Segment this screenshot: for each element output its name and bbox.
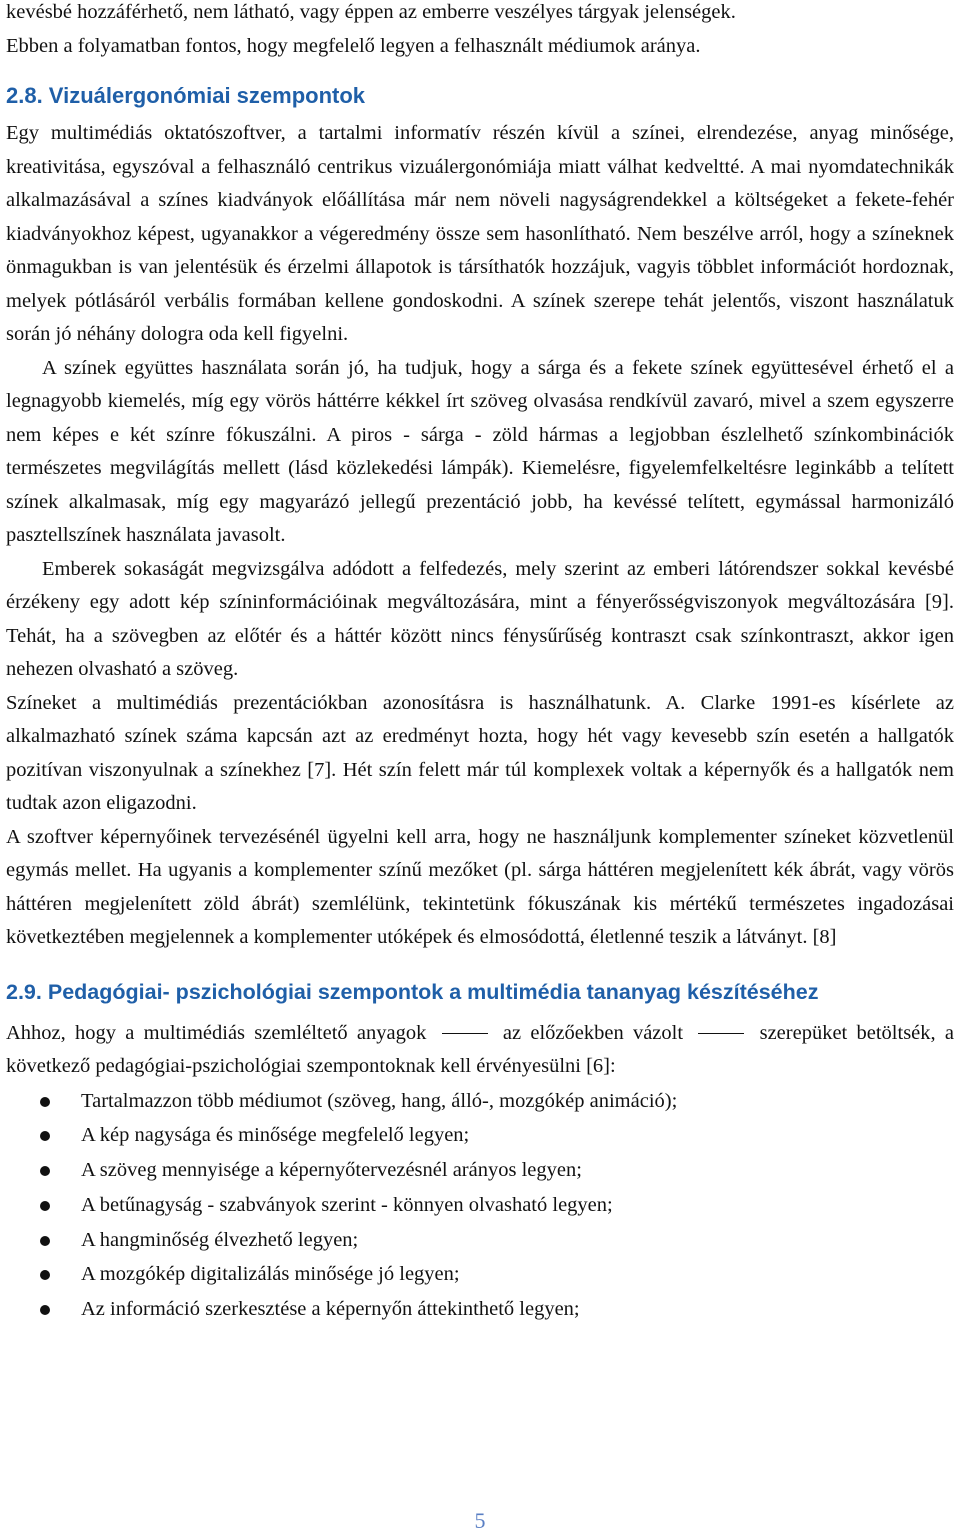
em-dash [442, 1033, 488, 1034]
section-heading-2-8: 2.8. Vizuálergonómiai szempontok [6, 83, 366, 108]
list-item: A betűnagyság - szabványok szerint - könnyen olvasható legyen; [6, 1188, 954, 1223]
bullet-icon [40, 1270, 50, 1280]
intro-middle: az előzőekben vázolt [502, 1021, 684, 1044]
em-dash [698, 1033, 744, 1034]
list-item: A hangminőség élvezhető legyen; [6, 1223, 954, 1258]
criteria-list [6, 1084, 954, 1328]
bullet-icon [40, 1201, 50, 1211]
list-item: A mozgókép digitalizálás minősége jó legyen; [6, 1257, 954, 1292]
bullet-icon [40, 1236, 50, 1246]
paragraph-3: Emberek sokaságát megvizsgálva adódott a felfedezés, mely szerint az emberi látórendszer sokkal kevésbé érzékeny egy adott kép színinformációinak megváltozására, mint a fényerősségviszonyok megváltozására [9]. Tehát, ha a szövegben az előtér és a háttér között nincs fénysűrűség kontraszt csak színkontraszt, akkor igen nehezen olvasható a szöveg. [6, 557, 954, 680]
intro-after: szerepüket betöltsék, a következő pedagógiai-pszichológiai szempontoknak kell érvényesülni [6]: [6, 1021, 955, 1077]
bullet-icon [40, 1131, 50, 1141]
paragraph-2: A színek együttes használata során jó, ha tudjuk, hogy a sárga és a fekete színek együttesével érhető el a legnagyobb kiemelés, míg egy vörös háttérre kékkel írt szöveg olvasása rendkívül zavaró, mivel a szem egyszerre nem képes e két színre fókuszálni. A piros - sárga - zöld hármas a legjobban észlelhető színkombinációk természetes megvilágítás mellett (lásd közlekedési lámpák). Kiemelésre, figyelemfelkeltésre leginkább a telített színek alkalmasak, míg egy magyarázó jellegű prezentáció jobb, ha kevéssé telített, egymással harmonizáló pasztellszínek használata javasolt. [6, 356, 954, 546]
section-number: 2.9. [6, 979, 42, 1004]
section-title: Pedagógiai- pszichológiai szempontok a multimédia tananyag készítéséhez [47, 979, 819, 1004]
page-number: 5 [474, 1508, 486, 1533]
bullet-icon [40, 1097, 50, 1107]
list-item: A szöveg mennyisége a képernyőtervezésnél arányos legyen; [6, 1153, 954, 1188]
document-page [6, 0, 954, 1327]
intro-line-2: Ebben a folyamatban fontos, hogy megfelelő legyen a felhasznált médiumok aránya. [6, 34, 701, 57]
paragraph-5: A szoftver képernyőinek tervezésénél ügyelni kell arra, hogy ne használjunk komplementer színeket közvetlenül egymás mellet. Ha ugyanis a komplementer színű mezőket (pl. sárga háttéren megjelenített kék ábrát, vagy vörös háttéren megjelenített zöld ábrát) szemlélünk, tekintetünk fókuszának kis mértékű természetes ingadozásai következtében megjelennek a komplementer utóképek és elmosódottá, életlenné teszik a látványt. [8] [6, 825, 954, 948]
paragraph-4: Színeket a multimédiás prezentációkban azonosításra is használhatunk. A. Clarke 1991-es kísérlete az alkalmazható színek száma kapcsán azt az eredményt hozta, hogy hét vagy kevesebb szín esetén a hallgatók pozitívan viszonyulnak a színekhez [7]. Hét szín felett már túl komplexek voltak a képernyők és a hallgatók nem tudtak azon eligazodni. [6, 691, 954, 814]
paragraph-1: Egy multimédiás oktatószoftver, a tartalmi informatív részén kívül a színei, elrendezése, anyag minősége, kreativitása, egyszóval a felhasználó centrikus vizuálergonómiája miatt válhat kedveltté. A mai nyomdatechnikák alkalmazásával a színes kiadványok előállítása már nem növeli nagyságrendekkel a költségeket a fekete-fehér kiadványokhoz képest, ugyanakkor a végeredmény össze sem hasonlítható. Nem beszélve arról, hogy a színeknek önmagukban is van jelentésük és érzelmi állapotok is társíthatók hozzájuk, vagyis többlet információt hordoznak, melyek pótlásáról verbális formában kellene gondoskodni. A színek szerepe tehát jelentős, viszont használatuk során jó néhány dologra oda kell figyelni. [6, 122, 954, 345]
section-heading-2-9 [6, 977, 954, 1007]
list-item: Tartalmazzon több médiumot (szöveg, hang, álló-, mozgókép animáció); [6, 1084, 954, 1119]
list-item: Az információ szerkesztése a képernyőn áttekinthető legyen; [6, 1292, 954, 1327]
bullet-icon [40, 1166, 50, 1176]
intro-before: Ahhoz, hogy a multimédiás szemléltető anyagok [6, 1021, 427, 1044]
bullet-icon [40, 1305, 50, 1315]
section-2-9-intro [6, 1017, 954, 1084]
intro-line-1: kevésbé hozzáférhető, nem látható, vagy éppen az emberre veszélyes tárgyak jelenségek. [6, 1, 736, 23]
list-item: A kép nagysága és minősége megfelelő legyen; [6, 1118, 954, 1153]
